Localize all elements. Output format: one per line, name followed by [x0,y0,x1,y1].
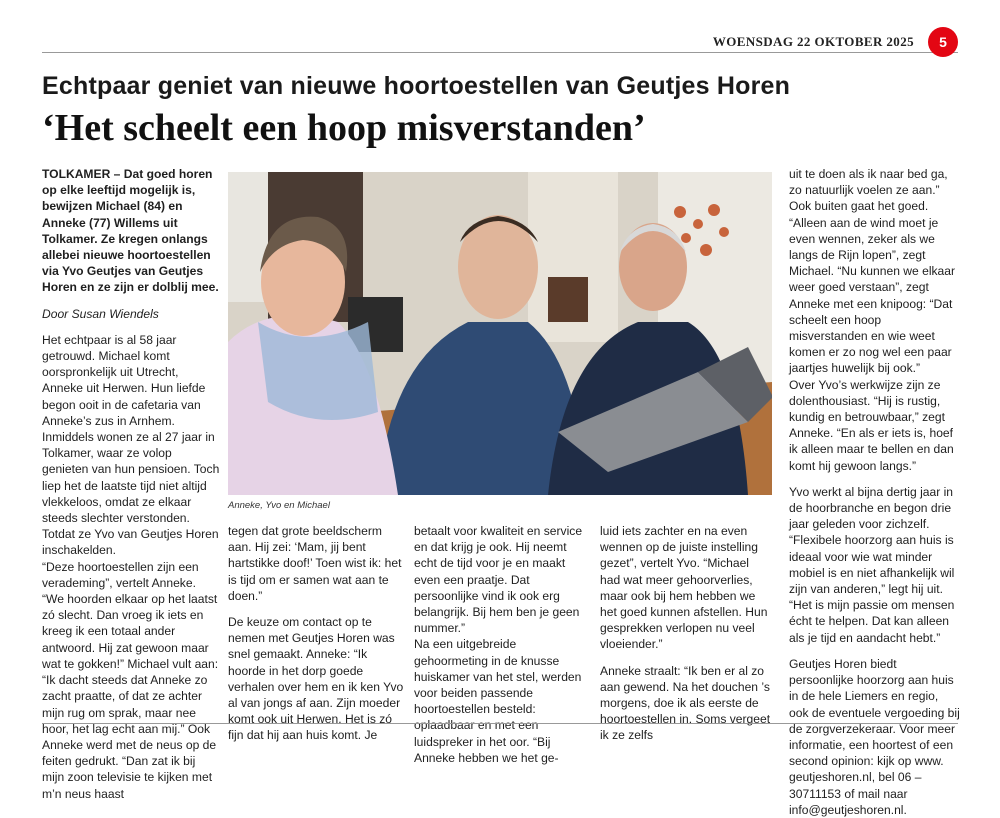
paragraph: Na een uitgebreide gehoormeting in de knusse huiskamer van het stel, werden voor beiden passende hoortoestellen besteld: oplaadbaar en met een luidspreker in het oor. “Bij Anneke hebben we het ge- [414,637,582,765]
column-3 [414,523,592,766]
page-number-badge: 5 [928,27,958,57]
paragraph: Anneke straalt: “Ik ben er al zo aan gewend. Na het douchen ’s morgens, doe ik als eerste de hoortoestellen in. Soms vergeet ik ze zelfs [600,663,771,743]
paragraph: Geutjes Horen biedt persoonlijke hoorzorg aan huis in de hele Liemers en regio, ook de eventuele vergoeding bij de zorgverzekeraar. Voor meer informatie, een hoortest of een second opinion: kijk op www. geutjeshoren.nl, bel 06 – 30711153 of mail naar info@geutjeshoren.nl. [789,656,960,817]
article-byline: Door Susan Wiendels [42,306,159,321]
paragraph: uit te doen als ik naar bed ga, zo natuurlijk voelen ze aan.” Ook buiten gaat het goed. “Alleen aan de wind moet je even wennen, zeker als we langs de Rijn lopen”, zegt Michael. “Nu kunnen we elkaar weer goed verstaan”, zegt Anneke met een knipoog: “Dat scheelt een hoop misverstanden en wie weet komen er zo nog wel een paar jaartjes huwelijk bij ook.” [789,167,956,376]
photo-illustration [228,172,772,495]
column-4 [600,523,772,744]
column-5 [789,166,961,818]
column-2 [228,523,406,744]
photo-caption: Anneke, Yvo en Michael [228,500,330,511]
paragraph: Yvo werkt al bijna dertig jaar in de hoorbranche en begon drie jaar geleden voor zichzelf. “Flexibele hoorzorg aan huis is ideaal voor wie wat minder mobiel is en niet afhankelijk wil zijn van anderen,” legt hij uit. “Het is mijn passie om mensen écht te helpen. Dat kan alleen als je tijd en aandacht hebt.” [789,484,955,645]
footer-rule [42,723,958,724]
paragraph: Het echtpaar is al 58 jaar getrouwd. Michael komt oorspronkelijk uit Utrecht, Anneke uit Herwen. Hun liefde begon ooit in de cafetaria van Anneke’s zus in Arnhem. Inmiddels wonen ze al 27 jaar in Tolkamer, waar ze volop genieten van hun pensioen. Toch liep het de laatste tijd niet altijd vlekkeloos, omdat ze elkaar steeds slechter verstonden. Totdat ze Yvo van Geutjes Horen inschakelden. [42,332,220,558]
paragraph: luid iets zachter en na even wennen op de juiste instelling gezet”, vertelt Yvo. “Michael had wat meer gehoorverlies, maar ook bij hem hebben we het goed kunnen afstellen. Hun gesprekken verlopen nu veel vloeiender.” [600,524,768,652]
article-photo [228,172,772,495]
paragraph: De keuze om contact op te nemen met Geutjes Horen was snel gemaakt. Anneke: “Ik hoorde in het dorp goede verhalen over hem en ik ken Yvo al van jongs af aan. Zijn moeder komt ook uit Herwen. Het is zó fijn dat hij aan huis komt. Je [228,615,404,743]
paragraph: betaalt voor kwaliteit en service en dat krijg je ook. Hij neemt echt de tijd voor je en maakt even een praatje. Dat persoonlijke vind ik ook erg belangrijk. Bij hem ben je geen nummer.” [414,524,583,636]
header-rule [42,52,958,53]
article-headline: ‘Het scheelt een hoop misverstanden’ [42,107,646,149]
issue-date: WOENSDAG 22 OKTOBER 2025 [712,34,914,49]
column-1 [42,166,220,802]
article-kicker: Echtpaar geniet van nieuwe hoortoestellen van Geutjes Horen [42,72,791,100]
article-lead: TOLKAMER – Dat goed horen op elke leeftijd mogelijk is, bewijzen Michael (84) en Anneke (77) Willems uit Tolkamer. Ze kregen onlangs allebei nieuwe hoortoestellen via Yvo Geutjes van Geutjes Horen en ze zijn er dolblij mee. [42,167,219,295]
paragraph: “Deze hoortoestellen zijn een verademing”, vertelt Anneke. “We hoorden elkaar op het laatst zó slecht. Dan vroeg ik iets en kreeg ik een totaal ander antwoord. Hij zat gewoon maar wat te gokken!” Michael vult aan: “Ik dacht steeds dat Anneke zo zacht praatte, of dat ze achter mijn rug om sprak, maar nee hoor, het lag echt aan mij.” Ook Anneke werd met de neus op de feiten gedrukt. “Dan zat ik bij mijn zoon televisie te kijken met m’n neus haast [42,559,219,801]
paragraph: tegen dat grote beeldscherm aan. Hij zei: ‘Mam, jij bent hartstikke doof!’ Toen wist ik: het is tijd om er samen wat aan te doen.” [228,524,402,603]
paragraph: Over Yvo’s werkwijze zijn ze dolenthousiast. “Hij is rustig, kundig en betrouwbaar,” zegt Anneke. “En als er iets is, hoef ik alleen maar te bellen en dan komt hij gewoon langs.” [789,377,954,473]
